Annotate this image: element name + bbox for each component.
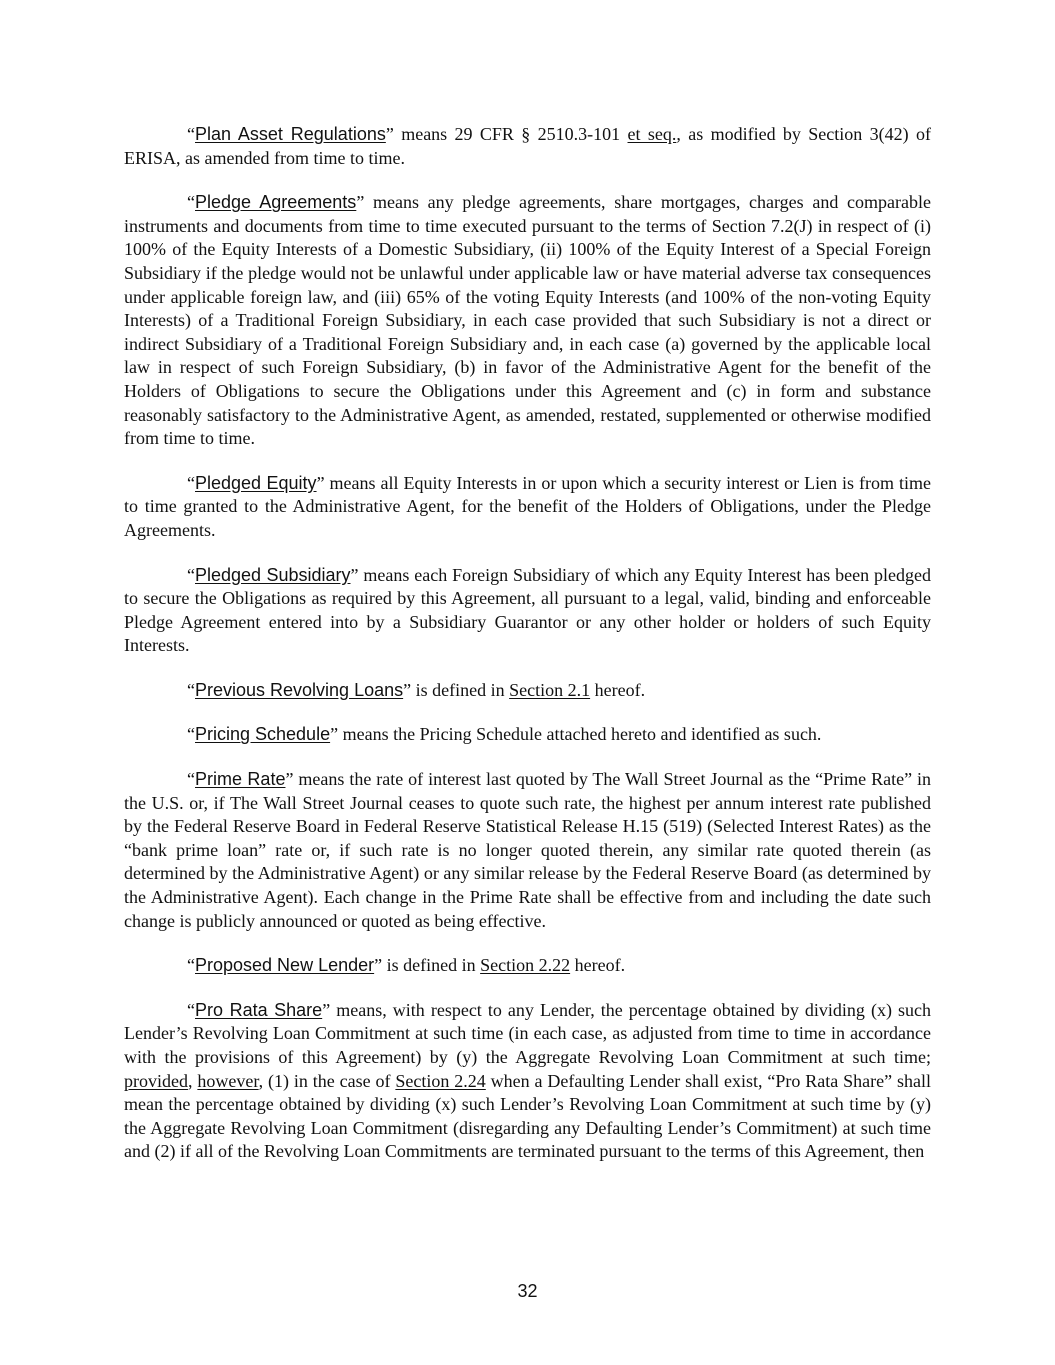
defined-term: Pledge Agreements xyxy=(195,192,357,213)
close-quote: ” xyxy=(285,769,294,790)
close-quote: ” xyxy=(356,192,365,213)
definition-pro-rata-share xyxy=(124,999,931,1164)
definition-text: , xyxy=(187,1070,198,1091)
underlined-reference: et seq. xyxy=(627,124,677,144)
open-quote: “ xyxy=(187,472,195,493)
defined-term: Pledged Subsidiary xyxy=(195,564,351,585)
open-quote: “ xyxy=(187,124,195,144)
close-quote: ” xyxy=(374,955,383,976)
underlined-word: however xyxy=(197,1070,259,1091)
definition-text: means each Foreign Subsidiary of which any Equity Interest has been pledged to secure the Obligations as required by this Agreement, all pursuant to a legal, valid, binding and enforceable Pledge Agreement entered into by a Subsidiary Guarantor or any other holder or holders of such Equity Interests. xyxy=(124,564,932,656)
open-quote: “ xyxy=(187,564,195,585)
definition-text: means all Equity Interests in or upon which a security interest or Lien is from time to time granted to the Administrative Agent, for the benefit of the Holders of Obligations, under the Pledge Agreements. xyxy=(124,472,931,540)
definition-text: means any pledge agreements, share mortgages, charges and comparable instruments and documents from time to time executed pursuant to the terms of Section 7.2(J) in respect of (i) 100% of the Equity Interests of a Domestic Subsidiary, (ii) 100% of the Equity Interest of a Special Foreign Subsidiary if the pledge would not be unlawful under applicable law or have material adverse tax consequences under applicable foreign law, and (iii) 65% of the voting Equity Interests (and 100% of the non-voting Equity Interests) of a Traditional Foreign Subsidiary, in each case provided that such Subsidiary is not a direct or indirect Subsidiary of a Traditional Foreign Subsidiary and, in each case (a) governed by the applicable local law in respect of such Foreign Subsidiary, (b) in favor of the Administrative Agent for the benefit of the Holders of Obligations to secure the Obligations under this Agreement and (c) in form and substance reasonably satisfactory to the Administrative Agent, as amended, restated, supplemented or otherwise modified from time to time. xyxy=(124,192,932,449)
open-quote: “ xyxy=(187,769,195,790)
definition-text: is defined in xyxy=(382,955,481,976)
definition-text: hereof. xyxy=(570,955,626,976)
definition-text: means the Pricing Schedule attached hereto and identified as such. xyxy=(338,724,822,745)
definition-prime-rate xyxy=(124,768,931,933)
definition-proposed-new-lender xyxy=(124,954,931,978)
open-quote: “ xyxy=(187,999,195,1020)
defined-term: Plan Asset Regulations xyxy=(195,124,386,144)
definition-text: means the rate of interest last quoted by The Wall Street Journal as the “Prime Rate” in the U.S. or, if The Wall Street Journal ceases to quote such rate, the highest per annum interest rate published by the Federal Reserve Board in Federal Reserve Statistical Release H.15 (519) (Selected Interest Rates) as the “bank prime loan” rate or, if such rate is no longer quoted therein, any similar rate quoted therein (as determined by the Administrative Agent) or any similar release by the Federal Reserve Board (as determined by the Administrative Agent). Each change in the Prime Rate shall be effective from and including the date such change is publicly announced or quoted as being effective. xyxy=(124,769,932,931)
definitions-body xyxy=(124,123,931,1185)
definition-pledged-subsidiary xyxy=(124,564,931,658)
close-quote: ” xyxy=(385,124,394,144)
defined-term: Pricing Schedule xyxy=(195,724,331,745)
open-quote: “ xyxy=(187,955,195,976)
page-number: 32 xyxy=(517,1281,538,1301)
section-reference: Section 2.24 xyxy=(395,1070,486,1091)
section-reference: Section 2.1 xyxy=(509,679,591,700)
open-quote: “ xyxy=(187,724,195,745)
definition-text: , (1) in the case of xyxy=(258,1070,396,1091)
open-quote: “ xyxy=(187,192,195,213)
underlined-word: provided xyxy=(124,1070,188,1091)
definition-text: is defined in xyxy=(411,679,510,700)
definition-text: means 29 CFR § 2510.3-101 xyxy=(393,124,628,144)
definition-pledged-equity xyxy=(124,472,931,543)
definition-text: means, with respect to any Lender, the percentage obtained by dividing (x) such Lender’s Revolving Loan Commitment at such time (in each case, as adjusted from time to time in accordance with the provisions of this Agreement) by (y) the Aggregate Revolving Loan Commitment at such time; xyxy=(124,999,931,1067)
open-quote: “ xyxy=(187,679,195,700)
defined-term: Pro Rata Share xyxy=(195,999,323,1020)
definition-text: when a Defaulting Lender shall exist, “Pro Rata Share” shall mean the percentage obtained by dividing (x) such Lender’s Revolving Loan Commitment at such time by (y) the Aggregate Revolving Loan Commitment (disregarding any Defaulting Lender’s Commitment) at such time and (2) if all of the Revolving Loan Commitments are terminated pursuant to the terms of this Agreement, then xyxy=(124,1070,932,1162)
close-quote: ” xyxy=(322,999,331,1020)
defined-term: Proposed New Lender xyxy=(195,955,375,976)
definition-text: hereof. xyxy=(590,679,646,700)
definition-previous-revolving-loans xyxy=(124,679,931,703)
definition-plan-asset-regulations xyxy=(124,123,931,170)
close-quote: ” xyxy=(403,679,412,700)
section-reference: Section 2.22 xyxy=(480,955,571,976)
close-quote: ” xyxy=(330,724,339,745)
definition-text: , as modified by Section 3(42) of ERISA, as amended from time to time. xyxy=(124,124,931,168)
close-quote: ” xyxy=(316,472,325,493)
defined-term: Previous Revolving Loans xyxy=(195,679,404,700)
defined-term: Prime Rate xyxy=(195,769,286,790)
close-quote: ” xyxy=(350,564,359,585)
defined-term: Pledged Equity xyxy=(195,472,317,493)
definition-pledge-agreements xyxy=(124,191,931,451)
definition-pricing-schedule xyxy=(124,723,931,747)
